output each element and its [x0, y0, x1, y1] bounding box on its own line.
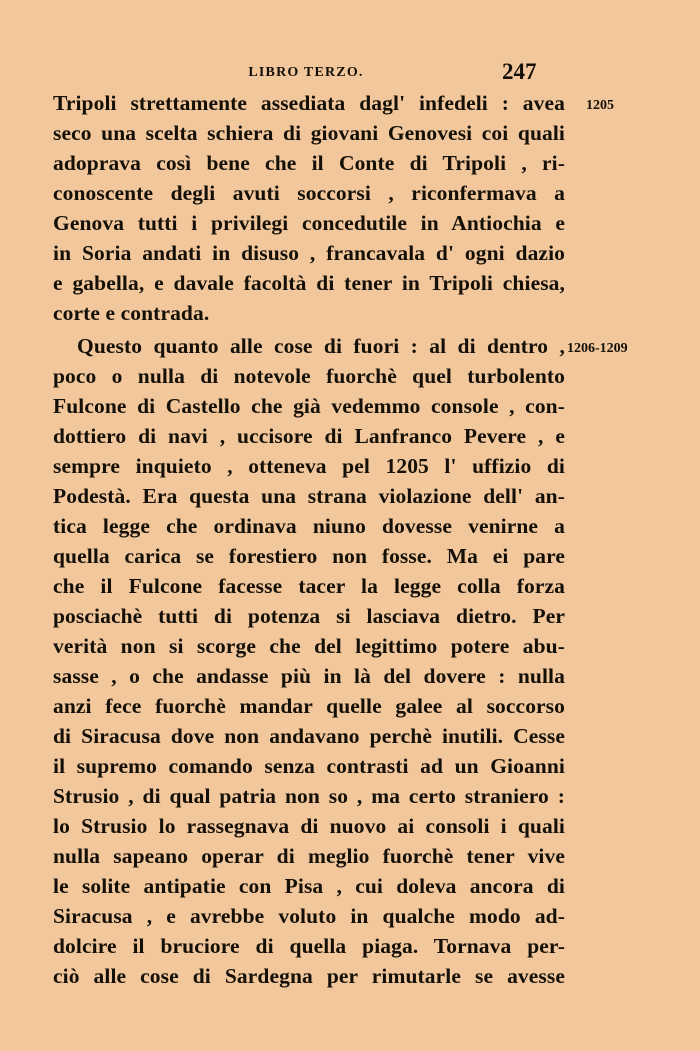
text-line: ciò alle cose di Sardegna per rimutarle se avesse [53, 964, 565, 988]
text-line: Genova tutti i privilegi concedutile in Antiochia e [53, 211, 565, 235]
text-line: quella carica se forestiero non fosse. Ma ei pare [53, 544, 565, 568]
text-line: di Siracusa dove non andavano perchè inutili. Cesse [53, 724, 565, 748]
text-line: adoprava così bene che il Conte di Tripoli , ri- [53, 151, 565, 175]
text-line: sasse , o che andasse più in là del dovere : nulla [53, 664, 565, 688]
text-line: Siracusa , e avrebbe voluto in qualche modo ad- [53, 904, 565, 928]
text-line: verità non si scorge che del legittimo potere abu- [53, 634, 565, 658]
text-line: che il Fulcone facesse tacer la legge colla forza [53, 574, 565, 598]
text-line: conoscente degli avuti soccorsi , riconfermava a [53, 181, 565, 205]
text-line: Tripoli strettamente assediata dagl' infedeli : avea [53, 91, 565, 115]
text-line: poco o nulla di notevole fuorchè quel turbolento [53, 364, 565, 388]
text-line: sempre inquieto , otteneva pel 1205 l' uffizio di [53, 454, 565, 478]
page-number: 247 [502, 59, 537, 84]
margin-note-year-range: 1206-1209 [567, 341, 628, 356]
text-line: tica legge che ordinava niuno dovesse venirne a [53, 514, 565, 538]
text-line: Strusio , di qual patria non so , ma certo straniero : [53, 784, 565, 808]
text-line: in Soria andati in disuso , francavala d' ogni dazio [53, 241, 565, 265]
text-line: le solite antipatie con Pisa , cui doleva ancora di [53, 874, 565, 898]
text-line: seco una scelta schiera di giovani Genovesi coi quali [53, 121, 565, 145]
header-title: LIBRO TERZO. [248, 65, 364, 80]
text-line: Questo quanto alle cose di fuori : al di dentro , [77, 334, 565, 358]
text-line: e gabella, e davale facoltà di tener in Tripoli chiesa, [53, 271, 565, 295]
text-line: lo Strusio lo rassegnava di nuovo ai consoli i quali [53, 814, 565, 838]
text-line: nulla sapeano operar di meglio fuorchè tener vive [53, 844, 565, 868]
text-line: Fulcone di Castello che già vedemmo console , con- [53, 394, 565, 418]
text-line: dottiero di navi , uccisore di Lanfranco Pevere , e [53, 424, 565, 448]
text-line: corte e contrada. [53, 301, 210, 325]
text-line: posciachè tutti di potenza si lasciava dietro. Per [53, 604, 565, 628]
text-line: anzi fece fuorchè mandar quelle galee al soccorso [53, 694, 565, 718]
text-line: Podestà. Era questa una strana violazione dell' an- [53, 484, 565, 508]
text-line: il supremo comando senza contrasti ad un Gioanni [53, 754, 565, 778]
text-line: dolcire il bruciore di quella piaga. Tornava per- [53, 934, 565, 958]
margin-note-year: 1205 [586, 98, 614, 113]
